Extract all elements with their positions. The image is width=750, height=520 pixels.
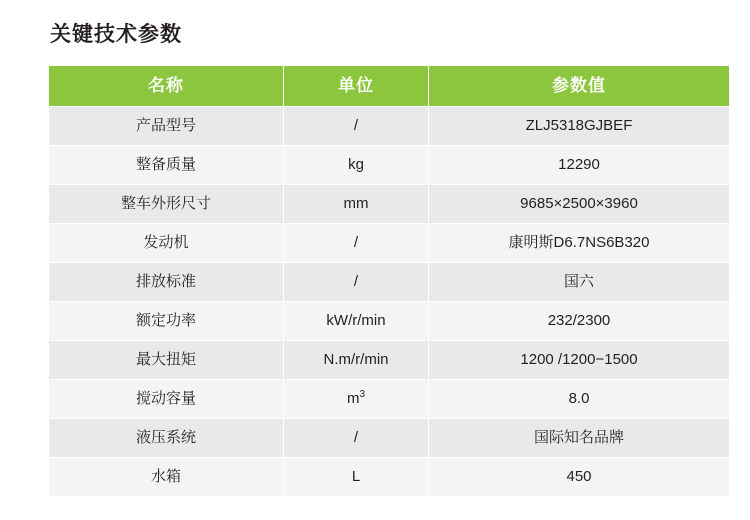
cell-value: 12290 (429, 146, 730, 185)
cell-value: 康明斯D6.7NS6B320 (429, 224, 730, 263)
cell-unit-superscript: 3 (359, 389, 366, 401)
cell-value: 232/2300 (429, 302, 730, 341)
column-header-value: 参数值 (429, 66, 730, 107)
table-row (49, 380, 730, 419)
cell-name: 整备质量 (49, 146, 284, 185)
table-row (49, 146, 730, 185)
cell-unit: / (284, 107, 429, 146)
table-row (49, 419, 730, 458)
cell-unit: / (284, 419, 429, 458)
cell-name: 液压系统 (49, 419, 284, 458)
table-row (49, 263, 730, 302)
cell-unit: / (284, 263, 429, 302)
cell-unit (284, 380, 429, 419)
cell-name: 最大扭矩 (49, 341, 284, 380)
table-row (49, 302, 730, 341)
cell-name: 排放标准 (49, 263, 284, 302)
cell-value: 1200 /1200−1500 (429, 341, 730, 380)
cell-unit-base: m (346, 390, 360, 408)
key-specs-table (48, 65, 730, 497)
cell-value: 8.0 (429, 380, 730, 419)
table-row (49, 185, 730, 224)
column-header-unit: 单位 (284, 66, 429, 107)
column-header-name: 名称 (49, 66, 284, 107)
cell-unit: mm (284, 185, 429, 224)
cell-value: 国六 (429, 263, 730, 302)
cell-name: 发动机 (49, 224, 284, 263)
cell-name: 水箱 (49, 458, 284, 497)
cell-value: 国际知名品牌 (429, 419, 730, 458)
cell-unit: N.m/r/min (284, 341, 429, 380)
table-row (49, 341, 730, 380)
table-header (49, 66, 730, 107)
page-title: 关键技术参数 (50, 23, 182, 46)
table-row (49, 458, 730, 497)
cell-name: 整车外形尺寸 (49, 185, 284, 224)
cell-name: 额定功率 (49, 302, 284, 341)
cell-name: 产品型号 (49, 107, 284, 146)
cell-unit: kW/r/min (284, 302, 429, 341)
cell-value: ZLJ5318GJBEF (429, 107, 730, 146)
table-row (49, 107, 730, 146)
cell-value: 450 (429, 458, 730, 497)
cell-name: 搅动容量 (49, 380, 284, 419)
table-body (49, 107, 730, 497)
cell-unit: / (284, 224, 429, 263)
cell-unit: kg (284, 146, 429, 185)
table-header-row (49, 66, 730, 107)
cell-unit: L (284, 458, 429, 497)
cell-value: 9685×2500×3960 (429, 185, 730, 224)
table-row (49, 224, 730, 263)
